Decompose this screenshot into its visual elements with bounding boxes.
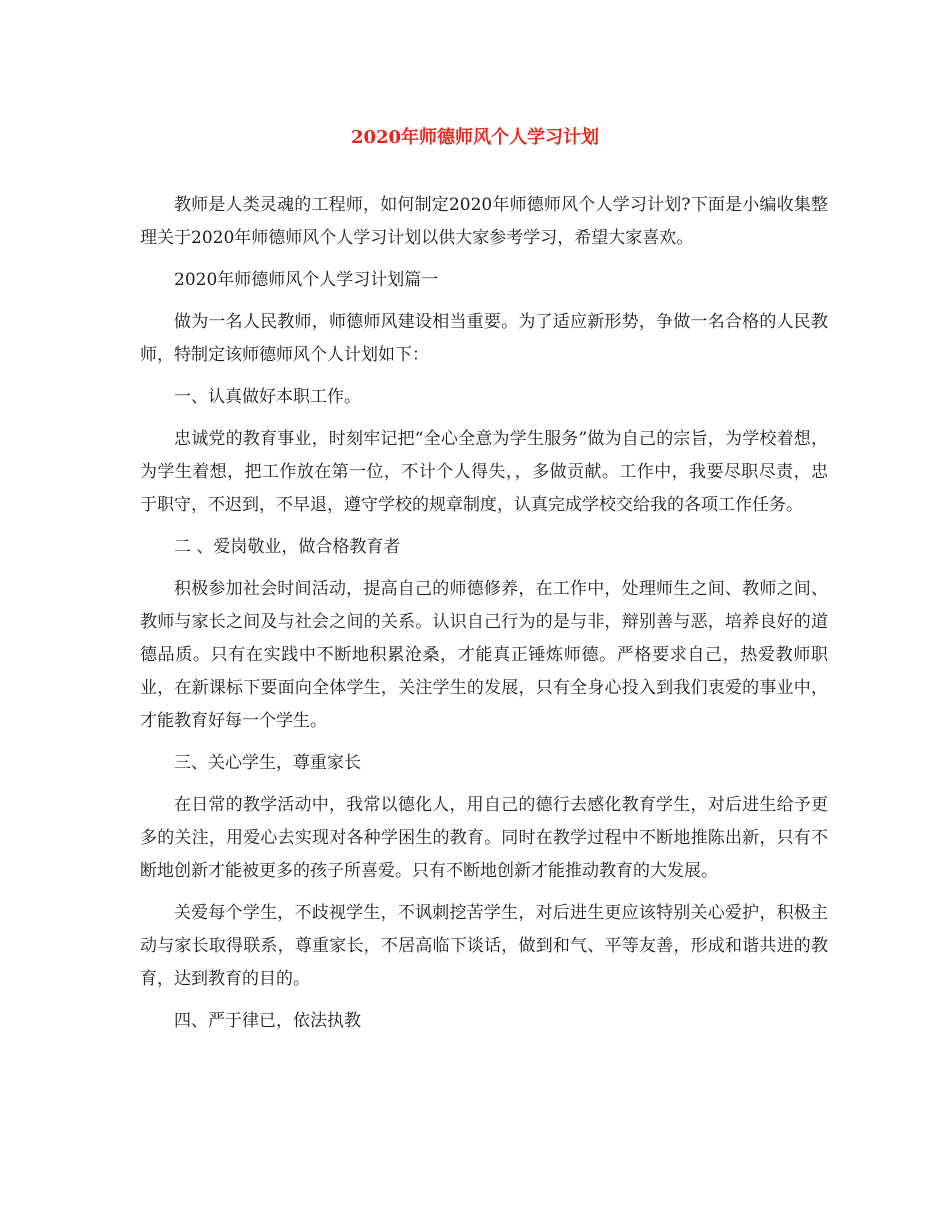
paragraph-preface: 做为一名人民教师，师德师风建设相当重要。为了适应新形势，争做一名合格的人民教师，特制定该师德师风个人计划如下： (140, 312, 828, 365)
section-heading-1: 一、认真做好本职工作。 (174, 387, 361, 407)
document-title: 2020年师德师风个人学习计划 (350, 127, 600, 148)
section-heading-3: 三、关心学生，尊重家长 (174, 753, 361, 773)
paragraph-intro: 教师是人类灵魂的工程师，如何制定2020年师德师风个人学习计划?下面是小编收集整理关于2020年师德师风个人学习计划以供大家参考学习，希望大家喜欢。 (140, 195, 828, 248)
document-body (140, 189, 828, 1047)
paragraph-section-2: 积极参加社会时间活动，提高自己的师德修养，在工作中，处理师生之间、教师之间、教师与家长之间及与社会之间的关系。认识自己行为的是与非，辩别善与恶，培养良好的道德品质。只有在实践中不断地积累沧桑，才能真正锤炼师德。严格要求自己，热爱教师职业，在新课标下要面向全体学生，关注学生的发展，只有全身心投入到我们衷爱的事业中，才能教育好每一个学生。 (140, 579, 828, 731)
section-heading-part-one: 2020年师德师风个人学习计划篇一 (174, 270, 439, 290)
section-heading-4: 四、严于律已，依法执教 (174, 1011, 361, 1031)
paragraph-section-3a: 在日常的教学活动中，我常以德化人，用自己的德行去感化教育学生，对后进生给予更多的关注，用爱心去实现对各种学困生的教育。同时在教学过程中不断地推陈出新，只有不断地创新才能被更多的孩子所喜爱。只有不断地创新才能推动教育的大发展。 (140, 795, 828, 881)
paragraph-section-1: 忠诚党的教育事业，时刻牢记把“全心全意为学生服务”做为自己的宗旨，为学校着想，为学生着想，把工作放在第一位，不计个人得失，，多做贡献。工作中，我要尽职尽责，忠于职守，不迟到，不早退，遵守学校的规章制度，认真完成学校交给我的各项工作任务。 (140, 429, 828, 515)
section-heading-2: 二 、爱岗敬业，做合格教育者 (174, 537, 401, 557)
paragraph-section-3b: 关爱每个学生，不歧视学生，不讽刺挖苦学生，对后进生更应该特别关心爱护，积极主动与家长取得联系，尊重家长，不居高临下谈话，做到和气、平等友善，形成和谐共进的教育，达到教育的目的。 (140, 903, 828, 989)
